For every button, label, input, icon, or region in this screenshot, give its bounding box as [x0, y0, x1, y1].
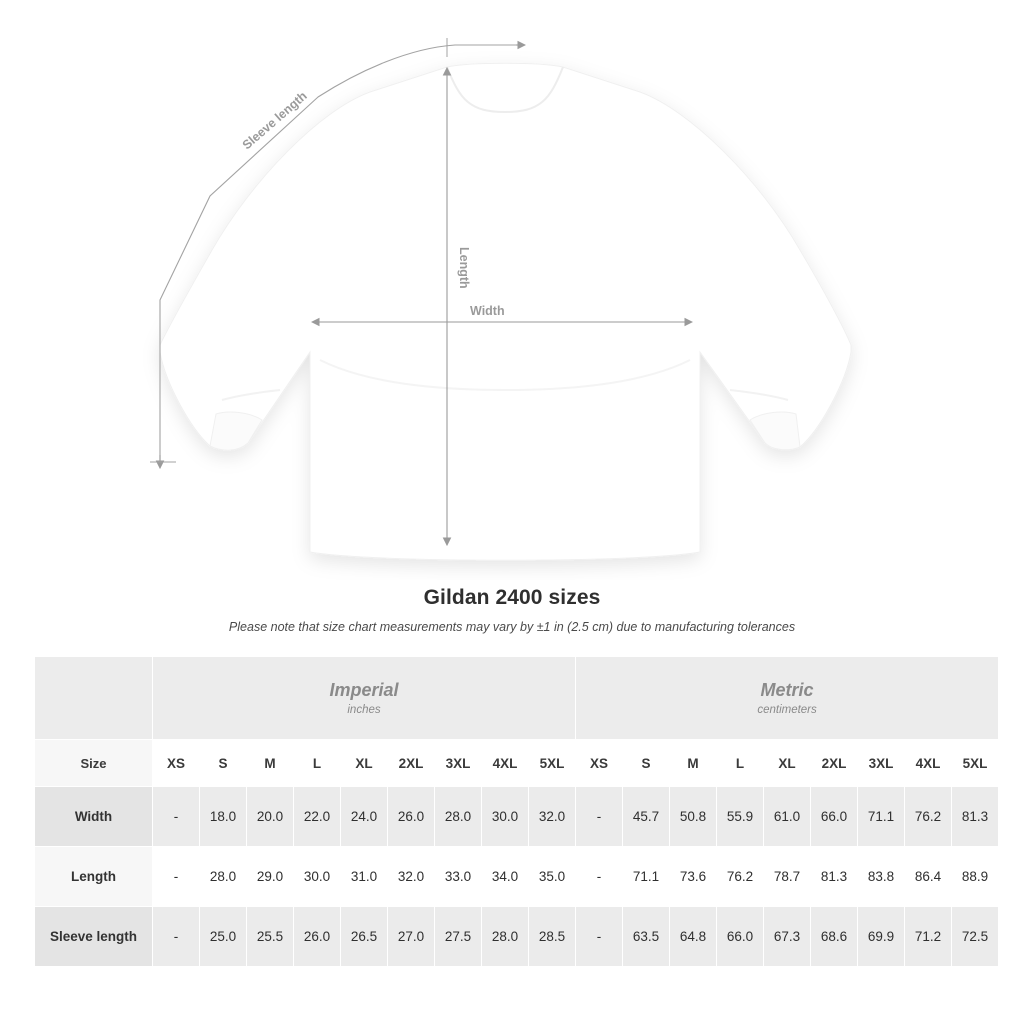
- measurement-cell-imperial: 28.5: [529, 907, 576, 967]
- size-header-cell: 5XL: [952, 740, 999, 787]
- unit-subtitle: inches: [347, 703, 381, 716]
- measurement-cell-metric: 76.2: [905, 787, 952, 847]
- size-table: [34, 656, 999, 967]
- table-row: [35, 787, 999, 847]
- measurement-cell-metric: 88.9: [952, 847, 999, 907]
- measurement-cell-imperial: 20.0: [247, 787, 294, 847]
- measurement-cell-imperial: -: [153, 847, 200, 907]
- measurement-cell-metric: 86.4: [905, 847, 952, 907]
- size-header-cell: XS: [576, 740, 623, 787]
- measurement-cell-imperial: 28.0: [482, 907, 529, 967]
- measurement-cell-imperial: 25.5: [247, 907, 294, 967]
- measurement-cell-imperial: 30.0: [482, 787, 529, 847]
- unit-subtitle: centimeters: [757, 703, 817, 716]
- tolerance-note: Please note that size chart measurements may vary by ±1 in (2.5 cm) due to manufacturing tolerances: [228, 620, 796, 634]
- table-unit-header-row: [35, 657, 999, 740]
- table-row: [35, 847, 999, 907]
- measurement-cell-metric: 63.5: [623, 907, 670, 967]
- measurement-cell-imperial: 33.0: [435, 847, 482, 907]
- title-block: [0, 586, 1024, 634]
- measurement-cell-metric: 71.2: [905, 907, 952, 967]
- measurement-cell-metric: 83.8: [858, 847, 905, 907]
- measurement-cell-metric: 64.8: [670, 907, 717, 967]
- unit-header-metric: [576, 657, 999, 740]
- page-title: Gildan 2400 sizes: [423, 586, 601, 609]
- row-label: Width: [35, 787, 153, 847]
- measurement-cell-metric: 78.7: [764, 847, 811, 907]
- measurement-cell-imperial: 27.5: [435, 907, 482, 967]
- width-label: Width: [470, 304, 505, 318]
- measurement-cell-metric: 69.9: [858, 907, 905, 967]
- measurement-cell-metric: 50.8: [670, 787, 717, 847]
- measurement-cell-imperial: 27.0: [388, 907, 435, 967]
- measurement-cell-metric: 66.0: [717, 907, 764, 967]
- unit-header-imperial: [153, 657, 576, 740]
- row-label: Sleeve length: [35, 907, 153, 967]
- measurement-cell-metric: 45.7: [623, 787, 670, 847]
- row-label: Length: [35, 847, 153, 907]
- size-header-cell: 5XL: [529, 740, 576, 787]
- size-header-cell: L: [717, 740, 764, 787]
- measurement-cell-imperial: 26.5: [341, 907, 388, 967]
- measurement-cell-metric: -: [576, 847, 623, 907]
- length-label: Length: [457, 247, 471, 289]
- measurement-cell-metric: 73.6: [670, 847, 717, 907]
- measurement-cell-metric: 55.9: [717, 787, 764, 847]
- measurement-cell-imperial: 29.0: [247, 847, 294, 907]
- measurement-cell-imperial: 22.0: [294, 787, 341, 847]
- table-size-header-row: [35, 740, 999, 787]
- table-row: [35, 907, 999, 967]
- measurement-cell-metric: 67.3: [764, 907, 811, 967]
- measurement-cell-imperial: 26.0: [388, 787, 435, 847]
- measurement-cell-metric: 81.3: [811, 847, 858, 907]
- measurement-cell-imperial: 35.0: [529, 847, 576, 907]
- size-header-cell: 2XL: [811, 740, 858, 787]
- measurement-cell-metric: 71.1: [858, 787, 905, 847]
- unit-name: Metric: [760, 680, 814, 701]
- size-table-wrapper: [34, 656, 990, 967]
- measurement-cell-metric: 72.5: [952, 907, 999, 967]
- size-header-cell: XL: [764, 740, 811, 787]
- size-header-cell: 3XL: [435, 740, 482, 787]
- size-header-cell: M: [247, 740, 294, 787]
- measurement-cell-imperial: 25.0: [200, 907, 247, 967]
- sleeve-length-label: Sleeve length: [239, 88, 310, 153]
- size-header-label: Size: [35, 740, 153, 787]
- size-header-cell: XS: [153, 740, 200, 787]
- measurement-cell-imperial: 28.0: [200, 847, 247, 907]
- size-header-cell: S: [623, 740, 670, 787]
- size-header-cell: M: [670, 740, 717, 787]
- measurement-cell-metric: 66.0: [811, 787, 858, 847]
- size-header-cell: 2XL: [388, 740, 435, 787]
- size-header-cell: 4XL: [905, 740, 952, 787]
- measurement-cell-imperial: 32.0: [529, 787, 576, 847]
- measurement-cell-imperial: 30.0: [294, 847, 341, 907]
- size-header-cell: 3XL: [858, 740, 905, 787]
- measurement-cell-metric: 81.3: [952, 787, 999, 847]
- measurement-cell-metric: 76.2: [717, 847, 764, 907]
- measurement-cell-imperial: -: [153, 907, 200, 967]
- size-header-cell: S: [200, 740, 247, 787]
- measurement-cell-imperial: 18.0: [200, 787, 247, 847]
- size-header-cell: L: [294, 740, 341, 787]
- measurement-cell-imperial: 31.0: [341, 847, 388, 907]
- measurement-cell-imperial: 28.0: [435, 787, 482, 847]
- measurement-cell-metric: 68.6: [811, 907, 858, 967]
- unit-name: Imperial: [329, 680, 399, 701]
- measurement-cell-imperial: -: [153, 787, 200, 847]
- measurement-cell-metric: 61.0: [764, 787, 811, 847]
- size-header-cell: 4XL: [482, 740, 529, 787]
- measurement-cell-imperial: 24.0: [341, 787, 388, 847]
- measurement-cell-metric: -: [576, 787, 623, 847]
- size-header-cell: XL: [341, 740, 388, 787]
- measurement-cell-metric: 71.1: [623, 847, 670, 907]
- measurement-cell-imperial: 34.0: [482, 847, 529, 907]
- measurement-cell-metric: -: [576, 907, 623, 967]
- measurement-cell-imperial: 26.0: [294, 907, 341, 967]
- table-corner-cell: [35, 657, 153, 740]
- measurement-cell-imperial: 32.0: [388, 847, 435, 907]
